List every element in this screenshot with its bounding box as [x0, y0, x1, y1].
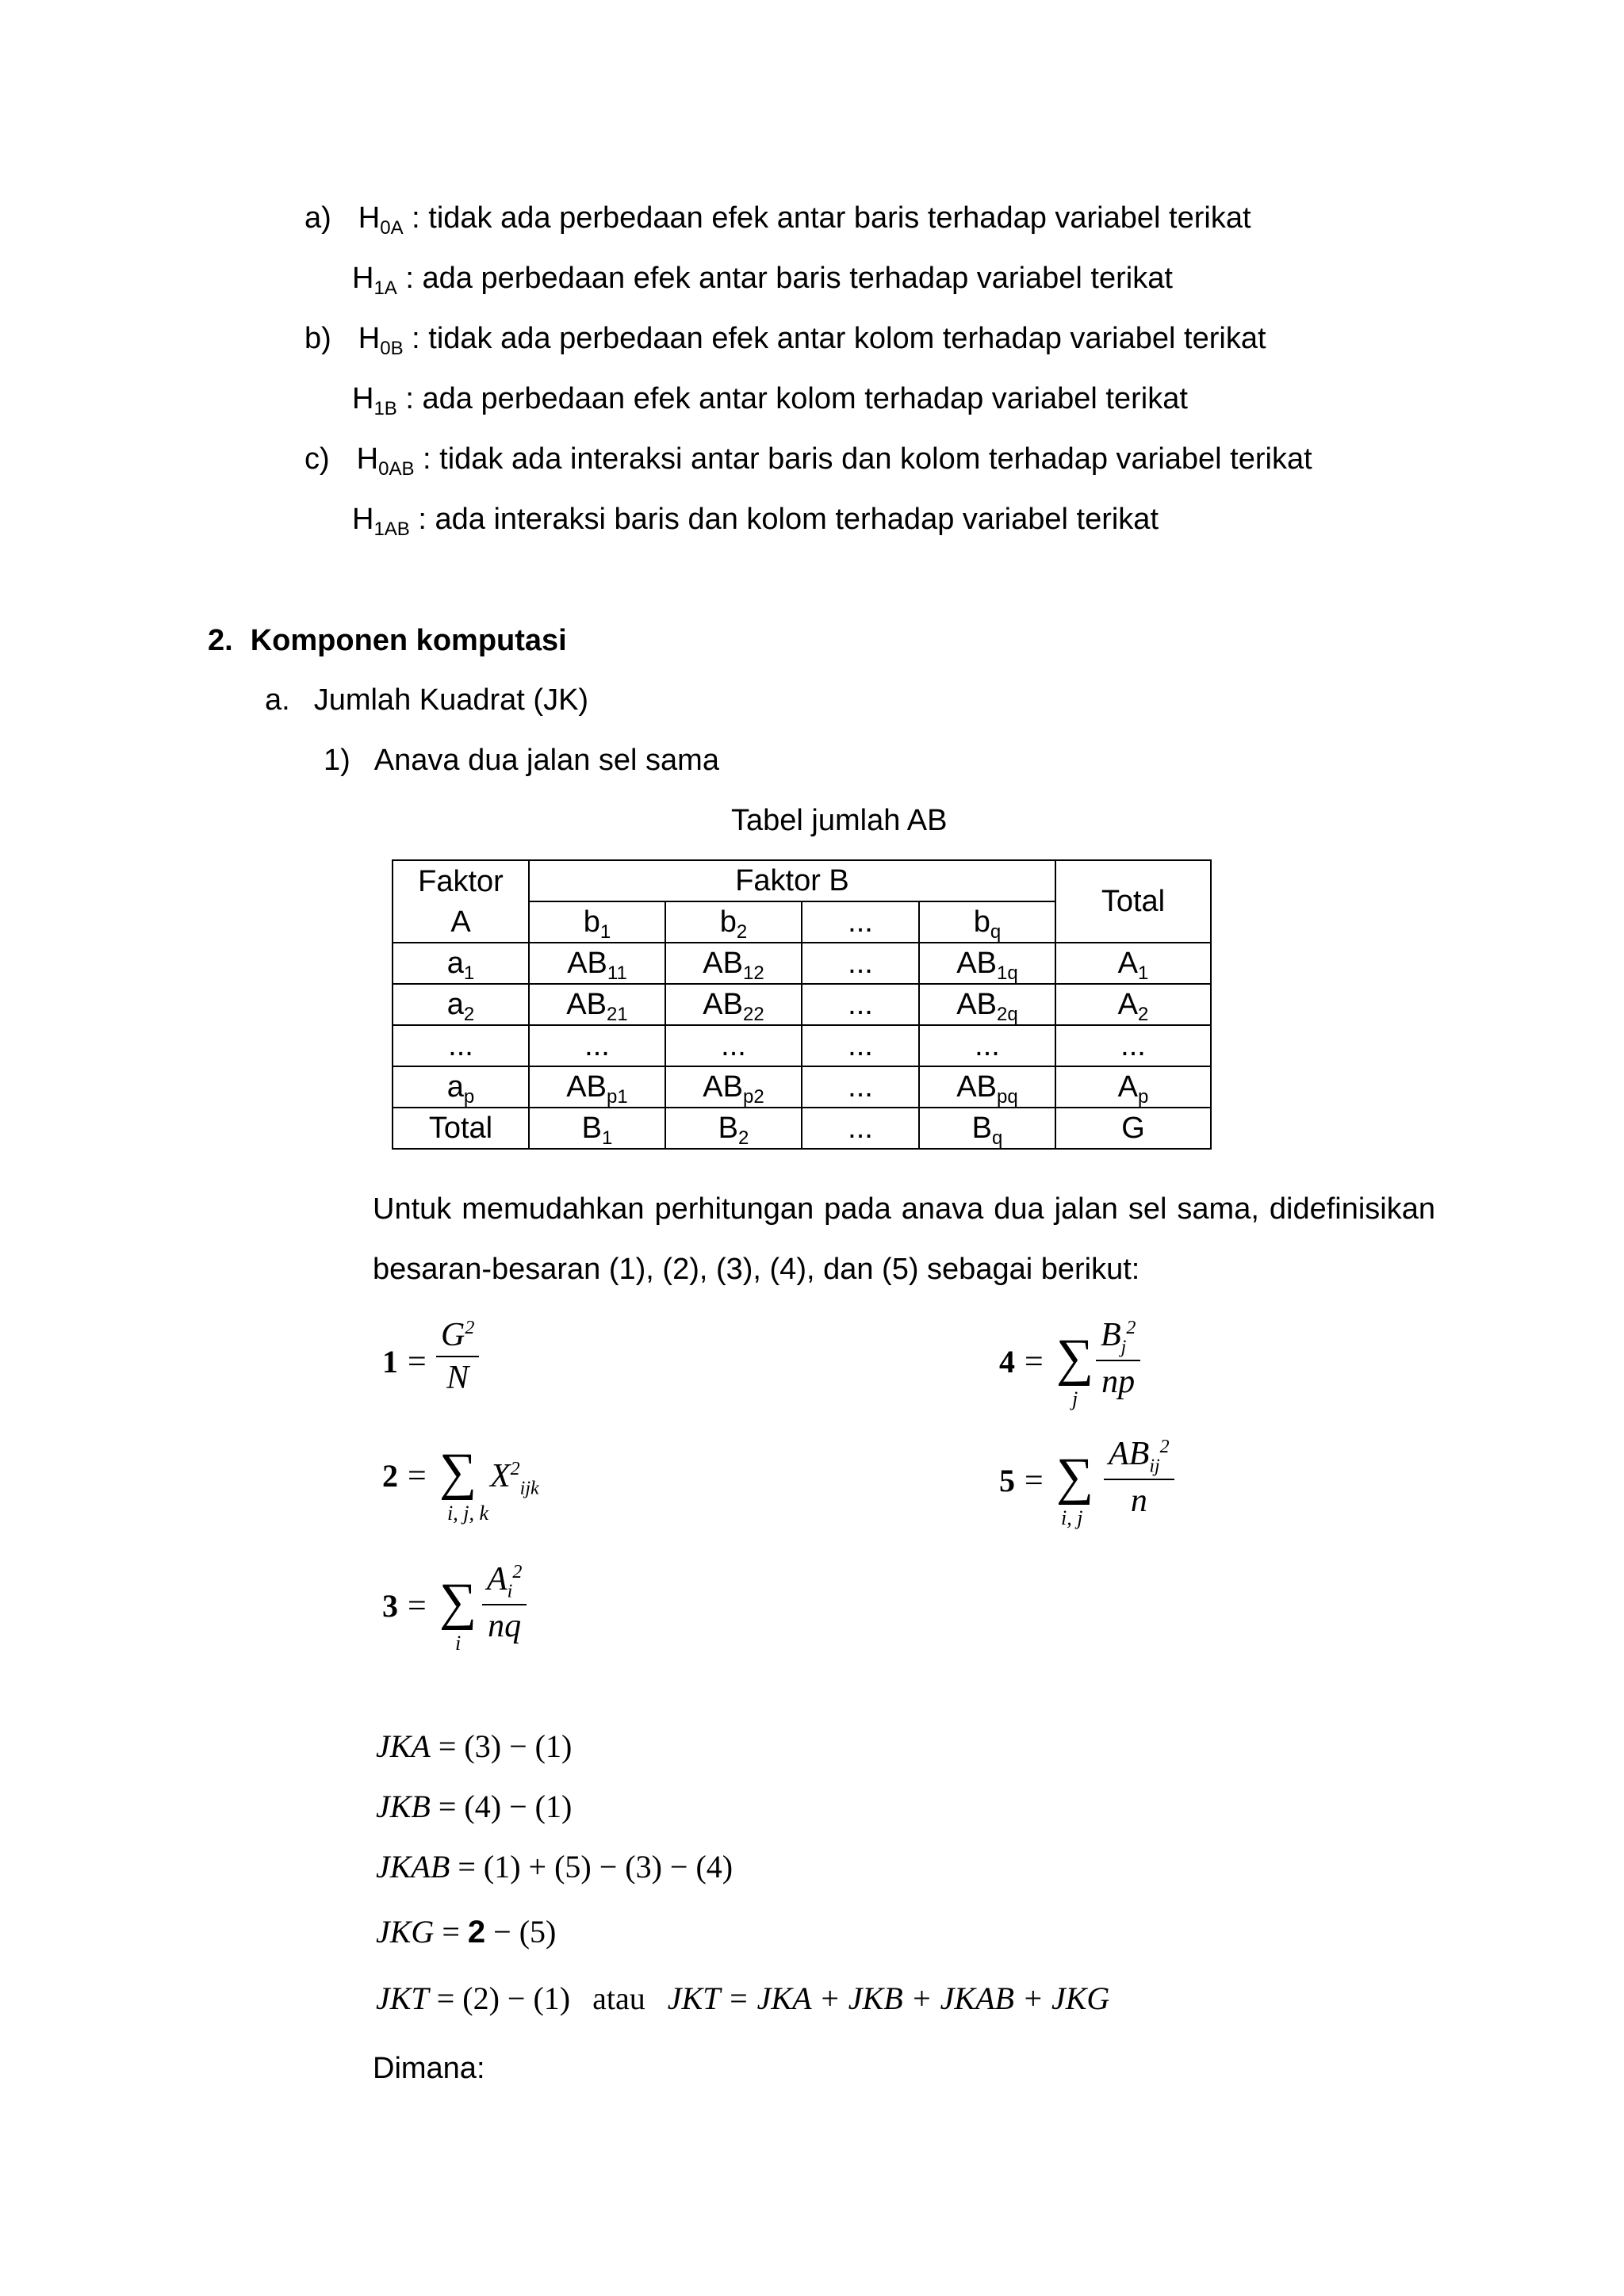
- formula-label: 1: [382, 1344, 398, 1380]
- hypothesis-text: : tidak ada perbedaan efek antar kolom terhadap variabel terikat: [403, 322, 1266, 355]
- hypothesis-b-h0: b) $H_{0B}$ : tidak ada perbedaan efek antar kolom terhadap variabel terikat: [304, 322, 1266, 359]
- sigma-symbol: ∑: [1056, 1329, 1094, 1387]
- row-header-cell: $a_p$: [393, 1066, 529, 1108]
- table-row: [393, 943, 1211, 984]
- closing-text: Dimana:: [373, 2052, 485, 2085]
- list-marker: b): [304, 322, 331, 355]
- hypothesis-b-h1: $H_{1B}$ : ada perbedaan efek antar kolom terhadap variabel terikat: [352, 382, 1188, 419]
- subsection-heading: [265, 682, 588, 718]
- table-row: [393, 1025, 1211, 1066]
- table-row: [393, 1108, 1211, 1149]
- table-cell: ...: [665, 1025, 802, 1066]
- list-marker: a): [304, 201, 331, 235]
- table-cell: ...: [802, 1108, 919, 1149]
- col-header: $b_1$: [529, 901, 665, 943]
- hypothesis-a-h0: a) $H_{0A}$ : tidak ada perbedaan efek antar baris terhadap variabel terikat: [304, 201, 1251, 239]
- header-faktor-b: Faktor B: [529, 860, 1055, 901]
- paragraph-line-2: besaran-besaran (1), (2), (3), (4), dan (5) sebagai berikut:: [373, 1253, 1140, 1286]
- col-header: ...: [802, 901, 919, 943]
- hypothesis-text: : tidak ada interaksi antar baris dan kolom terhadap variabel terikat: [414, 442, 1312, 476]
- header-faktor: Faktor: [393, 860, 529, 901]
- paragraph-line-1: Untuk memudahkan perhitungan pada anava dua jalan sel sama, didefinisikan: [373, 1192, 1435, 1226]
- hypothesis-text: : ada perbedaan efek antar kolom terhadap variabel terikat: [396, 382, 1188, 415]
- table-cell: $AB_{22}$: [665, 984, 802, 1025]
- row-header-cell: $a_1$: [393, 943, 529, 984]
- item-marker: 1): [324, 744, 350, 777]
- formula-5: 5 = ∑ i, j $AB_{ij}^2$ n: [996, 1435, 1218, 1538]
- table-cell: ...: [919, 1025, 1055, 1066]
- table-cell: G: [1055, 1108, 1211, 1149]
- row-header-cell: Total: [393, 1108, 529, 1149]
- table-header-row: [393, 860, 1211, 901]
- table-cell: ...: [1055, 1025, 1211, 1066]
- hypothesis-c-h0: c) $H_{0AB}$ : tidak ada interaksi antar baris dan kolom terhadap variabel terikat: [304, 442, 1312, 480]
- formula-label: 4: [999, 1344, 1015, 1380]
- header-a: A: [393, 901, 529, 943]
- fraction: $AB_{ij}^2$ n: [1104, 1435, 1174, 1520]
- table-cell: ...: [529, 1025, 665, 1066]
- table-cell: ...: [802, 1025, 919, 1066]
- col-header: $b_2$: [665, 901, 802, 943]
- sigma-symbol: ∑: [439, 1443, 477, 1501]
- formula-3: 3 = ∑ i $\frac{A_i^2}{nq}$: [379, 1560, 585, 1663]
- item-heading: [324, 742, 719, 779]
- equation-jkt: JKT = (2) − (1) atau JKT = JKA + JKB + JKAB + JKG: [376, 1980, 1110, 2016]
- table-cell: $A_p$: [1055, 1066, 1211, 1108]
- formula-label: 3: [382, 1588, 398, 1624]
- table-cell: ...: [802, 943, 919, 984]
- hypothesis-text: : ada perbedaan efek antar baris terhadap variabel terikat: [396, 262, 1173, 295]
- formula-label: 2: [382, 1458, 398, 1494]
- table-row: [393, 984, 1211, 1025]
- subscript: 0B: [380, 338, 404, 359]
- equation-jkb: JKB = (4) − (1): [376, 1789, 573, 1824]
- item-title: Anava dua jalan sel sama: [373, 744, 719, 777]
- table-cell: $AB_{p1}$: [529, 1066, 665, 1108]
- table-cell: $AB_{p2}$: [665, 1066, 802, 1108]
- subscript: 1A: [373, 277, 397, 299]
- table-cell: $AB_{11}$: [529, 943, 665, 984]
- row-header-cell: $a_2$: [393, 984, 529, 1025]
- equation-jka: JKA = (3) − (1): [376, 1728, 573, 1764]
- section-number: 2.: [208, 624, 233, 657]
- table-caption: Tabel jumlah AB: [731, 804, 948, 837]
- list-marker: c): [304, 442, 330, 476]
- table-cell: $AB_{pq}$: [919, 1066, 1055, 1108]
- table-cell: $B_2$: [665, 1108, 802, 1149]
- subsection-marker: a.: [265, 683, 290, 717]
- formula-1: 1 = $\frac{G^2}{N}$: [379, 1316, 538, 1411]
- formula-2: 2 = ∑ i, j, k $X^2_{ijk}$: [382, 1443, 539, 1525]
- hypothesis-a-h1: $H_{1A}$ : ada perbedaan efek antar baris terhadap variabel terikat: [352, 262, 1173, 299]
- subsection-title: Jumlah Kuadrat (JK): [313, 683, 589, 717]
- sigma-symbol: ∑: [1056, 1448, 1094, 1506]
- table-row: [393, 1066, 1211, 1108]
- table-cell: $AB_{1q}$: [919, 943, 1055, 984]
- hypothesis-c-h1: $H_{1AB}$ : ada interaksi baris dan kolom terhadap variabel terikat: [352, 503, 1159, 540]
- hypothesis-text: : tidak ada perbedaan efek antar baris terhadap variabel terikat: [403, 201, 1251, 235]
- table-cell: $A_1$: [1055, 943, 1211, 984]
- sum-table: [392, 859, 1212, 1150]
- section-title: Komponen komputasi: [250, 624, 567, 657]
- sigma-symbol: ∑: [439, 1573, 477, 1631]
- equation-jkab: JKAB = (1) + (5) − (3) − (4): [376, 1849, 733, 1885]
- table-cell: $AB_{12}$: [665, 943, 802, 984]
- col-header: $b_q$: [919, 901, 1055, 943]
- table-cell: $AB_{2q}$: [919, 984, 1055, 1025]
- fraction: $\frac{A_i^2}{nq}$: [482, 1560, 527, 1645]
- subscript: 1AB: [373, 519, 410, 540]
- table-cell: $AB_{21}$: [529, 984, 665, 1025]
- formula-label: 5: [999, 1463, 1015, 1498]
- fraction: $\frac{B_j^2}{np}$: [1096, 1316, 1140, 1401]
- table-cell: $A_2$: [1055, 984, 1211, 1025]
- equation-jkg: JKG = 2 − (5): [376, 1914, 557, 1950]
- table-cell: ...: [802, 1066, 919, 1108]
- formula-label: 2: [467, 1915, 486, 1950]
- header-total: Total: [1055, 860, 1211, 943]
- fraction: $\frac{G^2}{N}$: [436, 1316, 479, 1397]
- subscript: 0A: [380, 217, 404, 239]
- subscript: 0AB: [378, 458, 415, 480]
- row-header-cell: ...: [393, 1025, 529, 1066]
- formula-4: 4 = ∑ j $\frac{B_j^2}{np}$: [996, 1316, 1202, 1419]
- hypothesis-text: : ada interaksi baris dan kolom terhadap variabel terikat: [409, 503, 1159, 536]
- table-cell: $B_1$: [529, 1108, 665, 1149]
- section-heading: [208, 622, 567, 659]
- table-cell: ...: [802, 984, 919, 1025]
- subscript: 1B: [373, 398, 397, 419]
- table-cell: $B_q$: [919, 1108, 1055, 1149]
